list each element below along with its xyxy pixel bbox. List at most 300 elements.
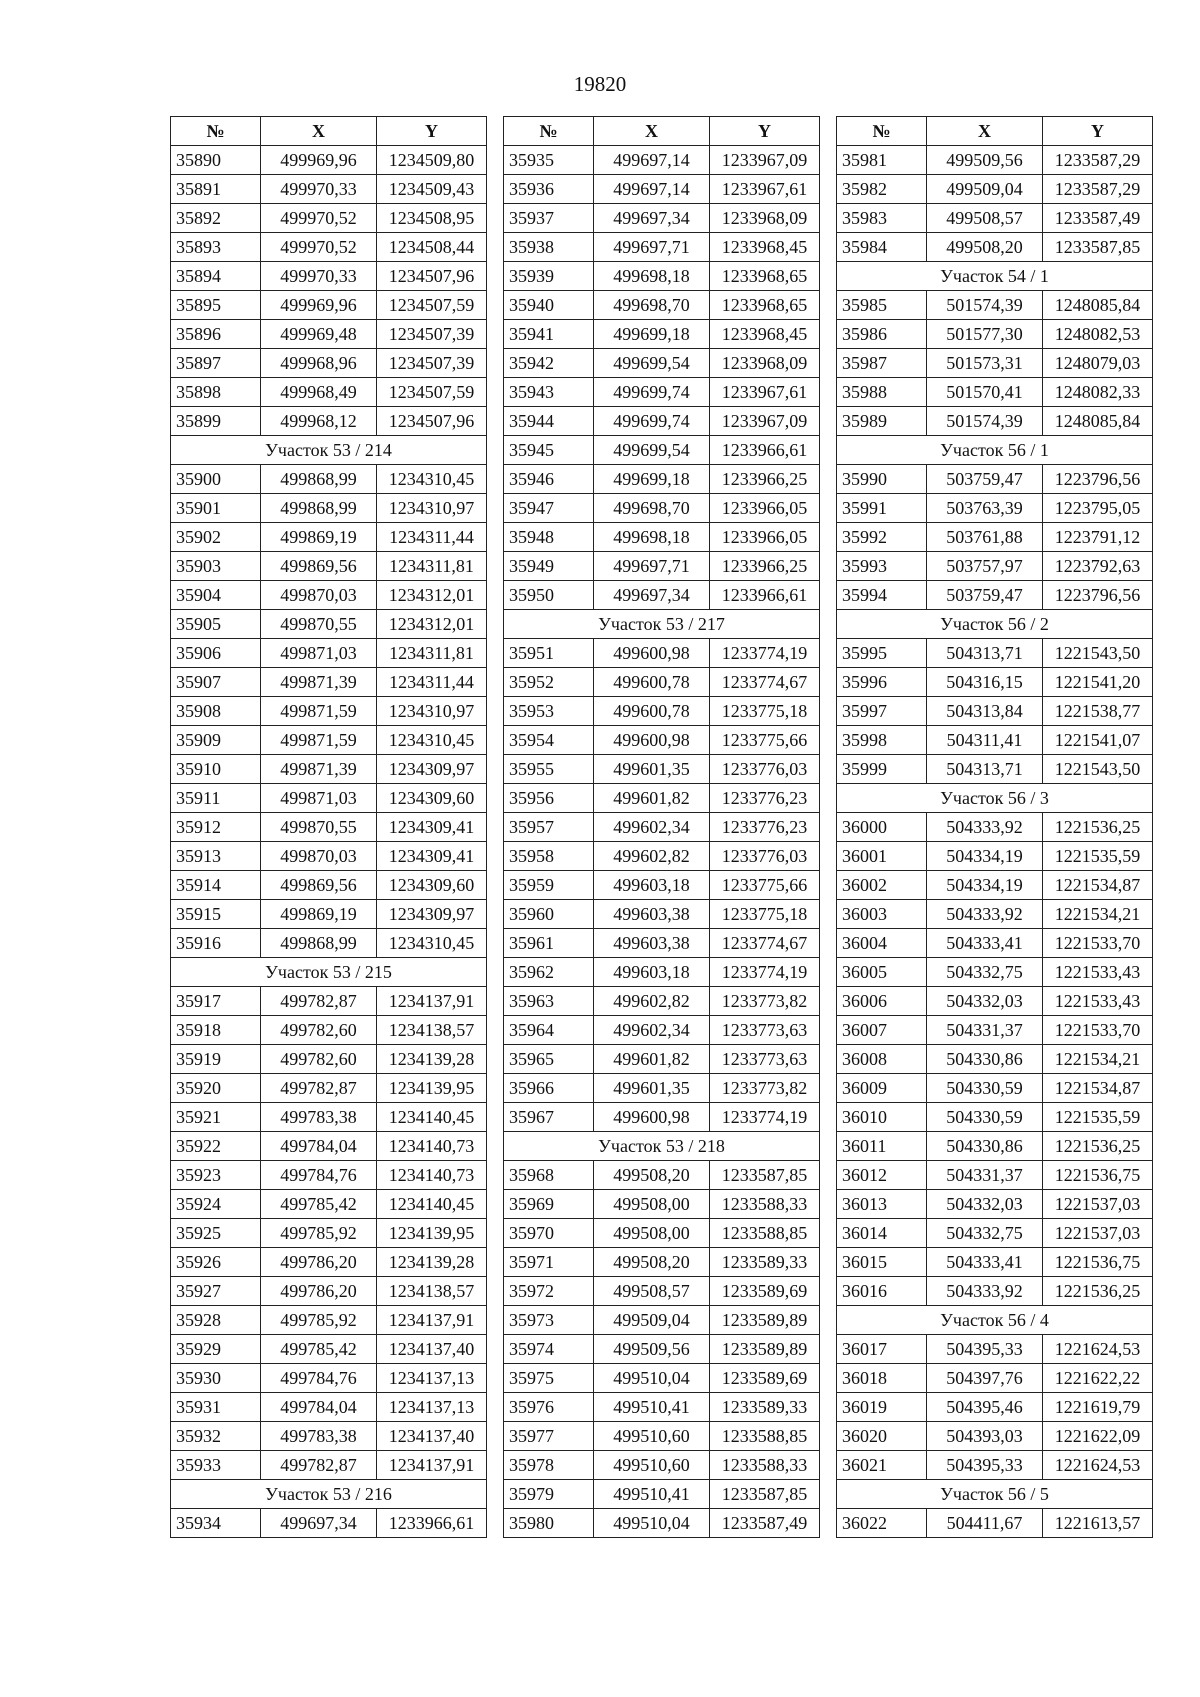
point-number: 35989 xyxy=(837,407,927,436)
y-coordinate: 1233967,09 xyxy=(710,146,820,175)
x-coordinate: 504330,59 xyxy=(927,1074,1043,1103)
y-coordinate: 1234508,44 xyxy=(377,233,487,262)
table-row xyxy=(837,349,1153,378)
header-x: X xyxy=(594,117,710,146)
x-coordinate: 499603,38 xyxy=(594,900,710,929)
y-coordinate: 1233968,45 xyxy=(710,320,820,349)
x-coordinate: 499697,71 xyxy=(594,552,710,581)
table-row xyxy=(171,755,487,784)
table-row xyxy=(837,958,1153,987)
point-number: 35939 xyxy=(504,262,594,291)
point-number: 35932 xyxy=(171,1422,261,1451)
point-number: 36009 xyxy=(837,1074,927,1103)
table-row xyxy=(837,1219,1153,1248)
y-coordinate: 1233773,82 xyxy=(710,1074,820,1103)
x-coordinate: 499510,60 xyxy=(594,1422,710,1451)
x-coordinate: 499602,82 xyxy=(594,987,710,1016)
x-coordinate: 499602,82 xyxy=(594,842,710,871)
point-number: 36007 xyxy=(837,1016,927,1045)
x-coordinate: 501573,31 xyxy=(927,349,1043,378)
x-coordinate: 504331,37 xyxy=(927,1161,1043,1190)
y-coordinate: 1234508,95 xyxy=(377,204,487,233)
table-row xyxy=(837,1335,1153,1364)
table-row xyxy=(504,639,820,668)
table-row xyxy=(171,900,487,929)
point-number: 35983 xyxy=(837,204,927,233)
y-coordinate: 1234507,59 xyxy=(377,378,487,407)
y-coordinate: 1234137,91 xyxy=(377,987,487,1016)
table-row xyxy=(837,1016,1153,1045)
y-coordinate: 1234309,97 xyxy=(377,755,487,784)
table-row xyxy=(171,581,487,610)
y-coordinate: 1233589,89 xyxy=(710,1306,820,1335)
x-coordinate: 499510,60 xyxy=(594,1451,710,1480)
y-coordinate: 1234137,40 xyxy=(377,1422,487,1451)
point-number: 36015 xyxy=(837,1248,927,1277)
header-number: № xyxy=(504,117,594,146)
point-number: 35923 xyxy=(171,1161,261,1190)
table-row xyxy=(837,1190,1153,1219)
y-coordinate: 1221543,50 xyxy=(1043,755,1153,784)
x-coordinate: 499603,38 xyxy=(594,929,710,958)
y-coordinate: 1234138,57 xyxy=(377,1016,487,1045)
point-number: 35946 xyxy=(504,465,594,494)
table-row xyxy=(504,146,820,175)
y-coordinate: 1234509,43 xyxy=(377,175,487,204)
table-row xyxy=(171,842,487,871)
x-coordinate: 499869,19 xyxy=(261,523,377,552)
x-coordinate: 499871,39 xyxy=(261,755,377,784)
table-row xyxy=(504,668,820,697)
table-header-row xyxy=(837,117,1153,146)
point-number: 35978 xyxy=(504,1451,594,1480)
x-coordinate: 499697,34 xyxy=(594,204,710,233)
point-number: 36002 xyxy=(837,871,927,900)
x-coordinate: 504397,76 xyxy=(927,1364,1043,1393)
x-coordinate: 499510,41 xyxy=(594,1393,710,1422)
x-coordinate: 499970,33 xyxy=(261,262,377,291)
x-coordinate: 499510,41 xyxy=(594,1480,710,1509)
table-row xyxy=(837,1393,1153,1422)
x-coordinate: 499782,60 xyxy=(261,1016,377,1045)
x-coordinate: 499785,42 xyxy=(261,1190,377,1219)
table-row xyxy=(504,1422,820,1451)
x-coordinate: 499782,87 xyxy=(261,1074,377,1103)
table-row xyxy=(504,1219,820,1248)
x-coordinate: 499698,70 xyxy=(594,291,710,320)
x-coordinate: 504332,75 xyxy=(927,958,1043,987)
section-row xyxy=(837,1306,1153,1335)
y-coordinate: 1233776,03 xyxy=(710,842,820,871)
y-coordinate: 1233774,19 xyxy=(710,958,820,987)
table-row xyxy=(171,523,487,552)
point-number: 36020 xyxy=(837,1422,927,1451)
point-number: 35976 xyxy=(504,1393,594,1422)
y-coordinate: 1234311,81 xyxy=(377,639,487,668)
x-coordinate: 499785,92 xyxy=(261,1219,377,1248)
table-header-row xyxy=(504,117,820,146)
point-number: 35970 xyxy=(504,1219,594,1248)
x-coordinate: 499968,12 xyxy=(261,407,377,436)
y-coordinate: 1233589,89 xyxy=(710,1335,820,1364)
point-number: 35910 xyxy=(171,755,261,784)
y-coordinate: 1221622,22 xyxy=(1043,1364,1153,1393)
table-row xyxy=(837,581,1153,610)
table-row xyxy=(171,1277,487,1306)
point-number: 35896 xyxy=(171,320,261,349)
table-row xyxy=(504,1161,820,1190)
table-row xyxy=(504,1480,820,1509)
x-coordinate: 499699,74 xyxy=(594,407,710,436)
x-coordinate: 499600,98 xyxy=(594,639,710,668)
table-row xyxy=(504,204,820,233)
table-row xyxy=(504,349,820,378)
y-coordinate: 1221535,59 xyxy=(1043,1103,1153,1132)
y-coordinate: 1233775,18 xyxy=(710,697,820,726)
point-number: 35891 xyxy=(171,175,261,204)
x-coordinate: 499969,96 xyxy=(261,146,377,175)
y-coordinate: 1233775,66 xyxy=(710,871,820,900)
x-coordinate: 504330,59 xyxy=(927,1103,1043,1132)
y-coordinate: 1234137,40 xyxy=(377,1335,487,1364)
y-coordinate: 1248085,84 xyxy=(1043,291,1153,320)
point-number: 35907 xyxy=(171,668,261,697)
section-row xyxy=(837,784,1153,813)
table-row xyxy=(504,494,820,523)
y-coordinate: 1221534,87 xyxy=(1043,1074,1153,1103)
x-coordinate: 504332,03 xyxy=(927,1190,1043,1219)
y-coordinate: 1223791,12 xyxy=(1043,523,1153,552)
point-number: 35916 xyxy=(171,929,261,958)
point-number: 35902 xyxy=(171,523,261,552)
table-row xyxy=(837,842,1153,871)
table-row xyxy=(171,697,487,726)
y-coordinate: 1234310,97 xyxy=(377,494,487,523)
point-number: 35973 xyxy=(504,1306,594,1335)
table-row xyxy=(171,1335,487,1364)
point-number: 35933 xyxy=(171,1451,261,1480)
point-number: 35982 xyxy=(837,175,927,204)
point-number: 35906 xyxy=(171,639,261,668)
y-coordinate: 1221541,07 xyxy=(1043,726,1153,755)
table-row xyxy=(171,1248,487,1277)
table-row xyxy=(504,697,820,726)
y-coordinate: 1233588,33 xyxy=(710,1190,820,1219)
table-row xyxy=(837,175,1153,204)
y-coordinate: 1233967,09 xyxy=(710,407,820,436)
point-number: 35900 xyxy=(171,465,261,494)
y-coordinate: 1233588,33 xyxy=(710,1451,820,1480)
section-row xyxy=(837,436,1153,465)
table-row xyxy=(837,1132,1153,1161)
y-coordinate: 1221613,57 xyxy=(1043,1509,1153,1538)
x-coordinate: 504333,41 xyxy=(927,929,1043,958)
point-number: 35895 xyxy=(171,291,261,320)
x-coordinate: 503759,47 xyxy=(927,581,1043,610)
point-number: 35924 xyxy=(171,1190,261,1219)
x-coordinate: 499602,34 xyxy=(594,813,710,842)
table-row xyxy=(171,1306,487,1335)
point-number: 35934 xyxy=(171,1509,261,1538)
x-coordinate: 504332,75 xyxy=(927,1219,1043,1248)
x-coordinate: 499600,78 xyxy=(594,697,710,726)
point-number: 35984 xyxy=(837,233,927,262)
x-coordinate: 504393,03 xyxy=(927,1422,1043,1451)
y-coordinate: 1221537,03 xyxy=(1043,1190,1153,1219)
x-coordinate: 499508,20 xyxy=(594,1161,710,1190)
table-row xyxy=(837,929,1153,958)
point-number: 35964 xyxy=(504,1016,594,1045)
y-coordinate: 1234140,73 xyxy=(377,1161,487,1190)
x-coordinate: 504333,92 xyxy=(927,1277,1043,1306)
point-number: 35977 xyxy=(504,1422,594,1451)
y-coordinate: 1221534,21 xyxy=(1043,1045,1153,1074)
point-number: 36021 xyxy=(837,1451,927,1480)
table-row xyxy=(171,1161,487,1190)
table-row xyxy=(504,407,820,436)
table-row xyxy=(171,407,487,436)
table-row xyxy=(837,1248,1153,1277)
point-number: 35981 xyxy=(837,146,927,175)
y-coordinate: 1234509,80 xyxy=(377,146,487,175)
table-row xyxy=(171,929,487,958)
y-coordinate: 1233588,85 xyxy=(710,1219,820,1248)
point-number: 36011 xyxy=(837,1132,927,1161)
x-coordinate: 504331,37 xyxy=(927,1016,1043,1045)
table-row xyxy=(837,1074,1153,1103)
x-coordinate: 499871,39 xyxy=(261,668,377,697)
y-coordinate: 1221619,79 xyxy=(1043,1393,1153,1422)
y-coordinate: 1221622,09 xyxy=(1043,1422,1153,1451)
x-coordinate: 501574,39 xyxy=(927,407,1043,436)
x-coordinate: 499698,70 xyxy=(594,494,710,523)
point-number: 36019 xyxy=(837,1393,927,1422)
y-coordinate: 1234139,28 xyxy=(377,1248,487,1277)
table-row xyxy=(171,610,487,639)
table-row xyxy=(504,784,820,813)
point-number: 35959 xyxy=(504,871,594,900)
y-coordinate: 1233968,45 xyxy=(710,233,820,262)
x-coordinate: 499784,04 xyxy=(261,1393,377,1422)
section-row xyxy=(171,436,487,465)
y-coordinate: 1233588,85 xyxy=(710,1422,820,1451)
point-number: 35897 xyxy=(171,349,261,378)
table-row xyxy=(504,233,820,262)
page-number: 19820 xyxy=(573,72,627,96)
table-row xyxy=(171,1451,487,1480)
y-coordinate: 1234311,81 xyxy=(377,552,487,581)
x-coordinate: 499601,82 xyxy=(594,1045,710,1074)
table-row xyxy=(837,552,1153,581)
table-row xyxy=(171,639,487,668)
point-number: 36014 xyxy=(837,1219,927,1248)
table-row xyxy=(837,668,1153,697)
x-coordinate: 504395,46 xyxy=(927,1393,1043,1422)
point-number: 35958 xyxy=(504,842,594,871)
header-x: X xyxy=(261,117,377,146)
x-coordinate: 499869,56 xyxy=(261,552,377,581)
table-row xyxy=(504,1509,820,1538)
x-coordinate: 504333,92 xyxy=(927,813,1043,842)
x-coordinate: 499784,76 xyxy=(261,1161,377,1190)
point-number: 35975 xyxy=(504,1364,594,1393)
point-number: 35908 xyxy=(171,697,261,726)
x-coordinate: 499603,18 xyxy=(594,871,710,900)
point-number: 35899 xyxy=(171,407,261,436)
table-row xyxy=(837,465,1153,494)
x-coordinate: 499784,76 xyxy=(261,1364,377,1393)
table-row xyxy=(504,1103,820,1132)
point-number: 35904 xyxy=(171,581,261,610)
x-coordinate: 499600,98 xyxy=(594,1103,710,1132)
point-number: 35996 xyxy=(837,668,927,697)
x-coordinate: 499697,71 xyxy=(594,233,710,262)
table-row xyxy=(171,1393,487,1422)
table-row xyxy=(171,1422,487,1451)
point-number: 35962 xyxy=(504,958,594,987)
point-number: 35969 xyxy=(504,1190,594,1219)
section-label: Участок 53 / 215 xyxy=(171,958,487,987)
table-row xyxy=(504,523,820,552)
point-number: 36004 xyxy=(837,929,927,958)
table-row xyxy=(837,1161,1153,1190)
x-coordinate: 504332,03 xyxy=(927,987,1043,1016)
table-row xyxy=(171,146,487,175)
table-row xyxy=(171,987,487,1016)
point-number: 35936 xyxy=(504,175,594,204)
point-number: 35954 xyxy=(504,726,594,755)
x-coordinate: 501574,39 xyxy=(927,291,1043,320)
point-number: 35929 xyxy=(171,1335,261,1364)
x-coordinate: 499969,48 xyxy=(261,320,377,349)
point-number: 35925 xyxy=(171,1219,261,1248)
x-coordinate: 499699,74 xyxy=(594,378,710,407)
table-row xyxy=(504,1045,820,1074)
table-row xyxy=(504,929,820,958)
y-coordinate: 1233966,25 xyxy=(710,552,820,581)
y-coordinate: 1234507,59 xyxy=(377,291,487,320)
x-coordinate: 499509,04 xyxy=(927,175,1043,204)
point-number: 35994 xyxy=(837,581,927,610)
point-number: 35980 xyxy=(504,1509,594,1538)
table-row xyxy=(171,726,487,755)
point-number: 35892 xyxy=(171,204,261,233)
y-coordinate: 1233587,29 xyxy=(1043,175,1153,204)
x-coordinate: 499508,20 xyxy=(927,233,1043,262)
x-coordinate: 499509,56 xyxy=(594,1335,710,1364)
table-row xyxy=(837,1509,1153,1538)
point-number: 35943 xyxy=(504,378,594,407)
x-coordinate: 499871,03 xyxy=(261,639,377,668)
x-coordinate: 504334,19 xyxy=(927,871,1043,900)
point-number: 36005 xyxy=(837,958,927,987)
point-number: 36000 xyxy=(837,813,927,842)
x-coordinate: 503759,47 xyxy=(927,465,1043,494)
table-row xyxy=(171,1045,487,1074)
x-coordinate: 503761,88 xyxy=(927,523,1043,552)
point-number: 35890 xyxy=(171,146,261,175)
y-coordinate: 1234139,95 xyxy=(377,1219,487,1248)
point-number: 36001 xyxy=(837,842,927,871)
table-row xyxy=(171,175,487,204)
y-coordinate: 1248085,84 xyxy=(1043,407,1153,436)
x-coordinate: 499783,38 xyxy=(261,1103,377,1132)
x-coordinate: 499783,38 xyxy=(261,1422,377,1451)
point-number: 35991 xyxy=(837,494,927,523)
section-label: Участок 56 / 5 xyxy=(837,1480,1153,1509)
table-row xyxy=(504,755,820,784)
y-coordinate: 1248079,03 xyxy=(1043,349,1153,378)
y-coordinate: 1221543,50 xyxy=(1043,639,1153,668)
y-coordinate: 1221537,03 xyxy=(1043,1219,1153,1248)
y-coordinate: 1221533,43 xyxy=(1043,987,1153,1016)
y-coordinate: 1233966,61 xyxy=(377,1509,487,1538)
point-number: 35968 xyxy=(504,1161,594,1190)
y-coordinate: 1233776,23 xyxy=(710,813,820,842)
y-coordinate: 1233966,61 xyxy=(710,581,820,610)
y-coordinate: 1233775,66 xyxy=(710,726,820,755)
y-coordinate: 1234309,41 xyxy=(377,842,487,871)
x-coordinate: 503757,97 xyxy=(927,552,1043,581)
x-coordinate: 499786,20 xyxy=(261,1248,377,1277)
x-coordinate: 499786,20 xyxy=(261,1277,377,1306)
x-coordinate: 499871,59 xyxy=(261,697,377,726)
point-number: 35914 xyxy=(171,871,261,900)
point-number: 35945 xyxy=(504,436,594,465)
point-number: 35909 xyxy=(171,726,261,755)
y-coordinate: 1223796,56 xyxy=(1043,581,1153,610)
table-row xyxy=(504,958,820,987)
point-number: 35898 xyxy=(171,378,261,407)
header-y: Y xyxy=(1043,117,1153,146)
table-row xyxy=(171,233,487,262)
x-coordinate: 499782,87 xyxy=(261,987,377,1016)
x-coordinate: 499868,99 xyxy=(261,465,377,494)
x-coordinate: 499871,59 xyxy=(261,726,377,755)
y-coordinate: 1234138,57 xyxy=(377,1277,487,1306)
x-coordinate: 499697,14 xyxy=(594,175,710,204)
section-label: Участок 56 / 4 xyxy=(837,1306,1153,1335)
y-coordinate: 1221536,25 xyxy=(1043,813,1153,842)
y-coordinate: 1233774,67 xyxy=(710,668,820,697)
x-coordinate: 499699,18 xyxy=(594,465,710,494)
point-number: 35950 xyxy=(504,581,594,610)
x-coordinate: 499785,92 xyxy=(261,1306,377,1335)
section-row xyxy=(837,262,1153,291)
table-row xyxy=(837,407,1153,436)
y-coordinate: 1233587,49 xyxy=(1043,204,1153,233)
y-coordinate: 1221538,77 xyxy=(1043,697,1153,726)
point-number: 35999 xyxy=(837,755,927,784)
point-number: 35942 xyxy=(504,349,594,378)
section-label: Участок 53 / 214 xyxy=(171,436,487,465)
y-coordinate: 1233776,23 xyxy=(710,784,820,813)
table-row xyxy=(504,552,820,581)
point-number: 35960 xyxy=(504,900,594,929)
x-coordinate: 499970,33 xyxy=(261,175,377,204)
y-coordinate: 1233966,25 xyxy=(710,465,820,494)
y-coordinate: 1221536,25 xyxy=(1043,1132,1153,1161)
table-row xyxy=(504,1306,820,1335)
x-coordinate: 499601,82 xyxy=(594,784,710,813)
point-number: 35921 xyxy=(171,1103,261,1132)
point-number: 35913 xyxy=(171,842,261,871)
y-coordinate: 1248082,53 xyxy=(1043,320,1153,349)
y-coordinate: 1233589,69 xyxy=(710,1277,820,1306)
table-row xyxy=(504,1277,820,1306)
table-row xyxy=(504,175,820,204)
x-coordinate: 499782,60 xyxy=(261,1045,377,1074)
